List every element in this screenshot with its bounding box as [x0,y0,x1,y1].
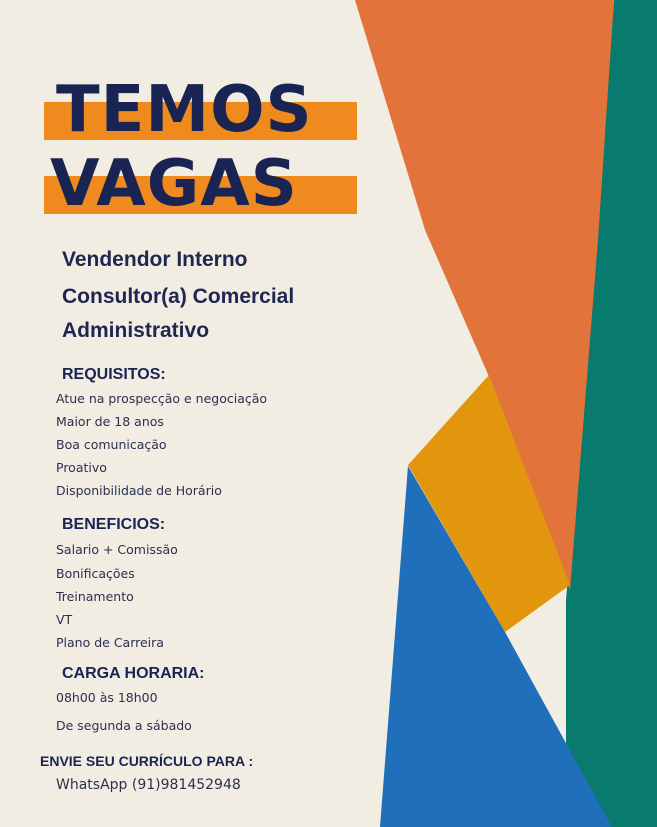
position-2: Consultor(a) Comercial [62,285,295,308]
requisitos-title: REQUISITOS: [62,366,166,383]
position-1: Vendendor Interno [62,248,248,271]
whatsapp-contact: WhatsApp (91)981452948 [56,777,241,793]
beneficio-item: Treinamento [56,589,134,604]
position-3: Administrativo [62,319,210,342]
requisito-item: Disponibilidade de Horário [56,483,222,498]
beneficio-item: Bonificações [56,566,135,581]
beneficio-item: VT [56,612,73,627]
requisito-item: Boa comunicação [56,437,167,452]
beneficios-title: BENEFICIOS: [62,516,166,533]
contact-title: ENVIE SEU CURRÍCULO PARA : [40,753,254,769]
requisito-item: Proativo [56,460,107,475]
requisito-item: Maior de 18 anos [56,414,164,429]
beneficio-item: Salario + Comissão [56,542,178,557]
requisito-item: Atue na prospecção e negociação [56,391,268,406]
horario-item: 08h00 às 18h00 [56,690,158,705]
horario-item: De segunda a sábado [56,718,192,733]
carga-horaria-title: CARGA HORARIA: [62,665,205,682]
beneficio-item: Plano de Carreira [56,635,164,650]
headline-line-1: TEMOS [56,73,313,147]
headline-line-2: VAGAS [50,147,298,221]
